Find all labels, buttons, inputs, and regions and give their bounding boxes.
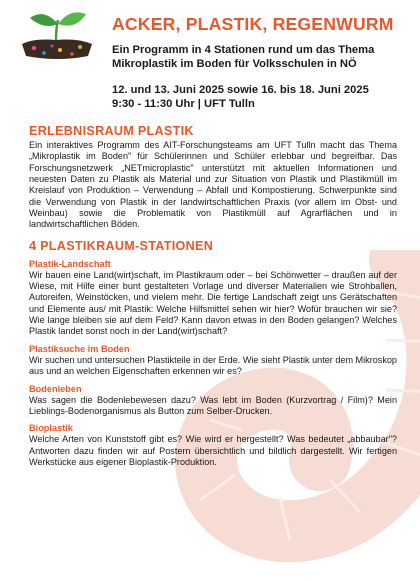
station-text: Wir bauen eine Land(wirt)schaft, im Plastikraum oder – bei Schönwetter – draußen auf der Wiese, mit Hilfe einer bunt gestalteten Vorlage und diverser Materialien wie Strohballen, Autoreifen, Weinstöcken, und vielem mehr. Die fertige Landschaft zeigt uns Gerätschaften und Elemente aus/ mit Plastik: Welche Hilfsmittel sehen wir hier? Wofür brauchen wir sie? Wie lange bleiben sie auf dem Feld? Kann davon etwas in den Boden gelangen? Welches Plastik landet sonst noch in der Land(wirt)schaft? bbox=[29, 269, 397, 337]
date-line: 12. und 13. Juni 2025 sowie 16. bis 18. Juni 2025 bbox=[112, 84, 369, 96]
intro-paragraph: Ein interaktives Programm des AIT-Forschungsteams am UFT Tulln macht das Thema „Mikroplastik im Boden" für Schülerinnen und Schüler erlebbar und begreifbar. Das Forschungsnetzwerk „NETmicroplastic" unterstützt mit aktuellen Informationen und neuesten Daten zu Plastik als Material und zur Situation von Plastik und Plastikmüll im Kreislauf von Produktion – Verwendung – Abfall und Kompostierung. Schwerpunkte sind die Verwendung von Plastik in der landwirtschaftlichen Praxis (vor allem im Obst- und Weinbau) sowie die Problematik von Plastikmüll auf Agrarflächen und in landwirtschaftlichen Böden. bbox=[29, 140, 397, 230]
subtitle-line: Ein Programm in 4 Stationen rund um das Thema bbox=[112, 44, 375, 56]
sprout-logo bbox=[14, 10, 98, 62]
time-location-line: 9:30 - 11:30 Uhr | UFT Tulln bbox=[112, 97, 255, 110]
station-plastiksuche bbox=[29, 344, 397, 378]
page-title: ACKER, PLASTIK, REGENWURM bbox=[112, 14, 394, 34]
subtitle bbox=[112, 44, 412, 71]
event-dates bbox=[112, 84, 412, 111]
section-title-stationen: 4 PLASTIKRAUM-STATIONEN bbox=[29, 238, 214, 253]
subtitle-line: Mikroplastik im Boden für Volksschulen in NÖ bbox=[112, 57, 357, 70]
station-title: Bodenleben bbox=[29, 383, 82, 394]
station-text: Wir suchen und untersuchen Plastikteile in der Erde. Wie sieht Plastik unter dem Mikroskop aus und an welchen Eigenschaften erkennen wir es? bbox=[29, 354, 397, 377]
header bbox=[112, 14, 412, 111]
main-content bbox=[29, 124, 397, 468]
station-text: Welche Arten von Kunststoff gibt es? Wie wird er hergestellt? Was bedeutet „abbaubar"? Antworten dazu finden wir auf Postern übersichtlich und bildlich dargestellt. Wir fertigen Werkstücke aus eigener Bioplastik-Produktion. bbox=[29, 434, 397, 467]
station-bioplastik bbox=[29, 423, 397, 468]
section-title-erlebnisraum: ERLEBNISRAUM PLASTIK bbox=[29, 124, 194, 138]
station-title: Bioplastik bbox=[29, 423, 73, 434]
station-text: Was sagen die Bodenlebewesen dazu? Was lebt im Boden (Kurzvortrag / Film)? Mein Lieblings-Bodenorganismus als Button zum Selber-Drucken. bbox=[29, 394, 397, 416]
station-title: Plastik-Landschaft bbox=[29, 258, 111, 269]
station-plastik-landschaft bbox=[29, 259, 397, 338]
station-bodenleben bbox=[29, 384, 397, 418]
station-title: Plastiksuche im Boden bbox=[29, 343, 130, 354]
